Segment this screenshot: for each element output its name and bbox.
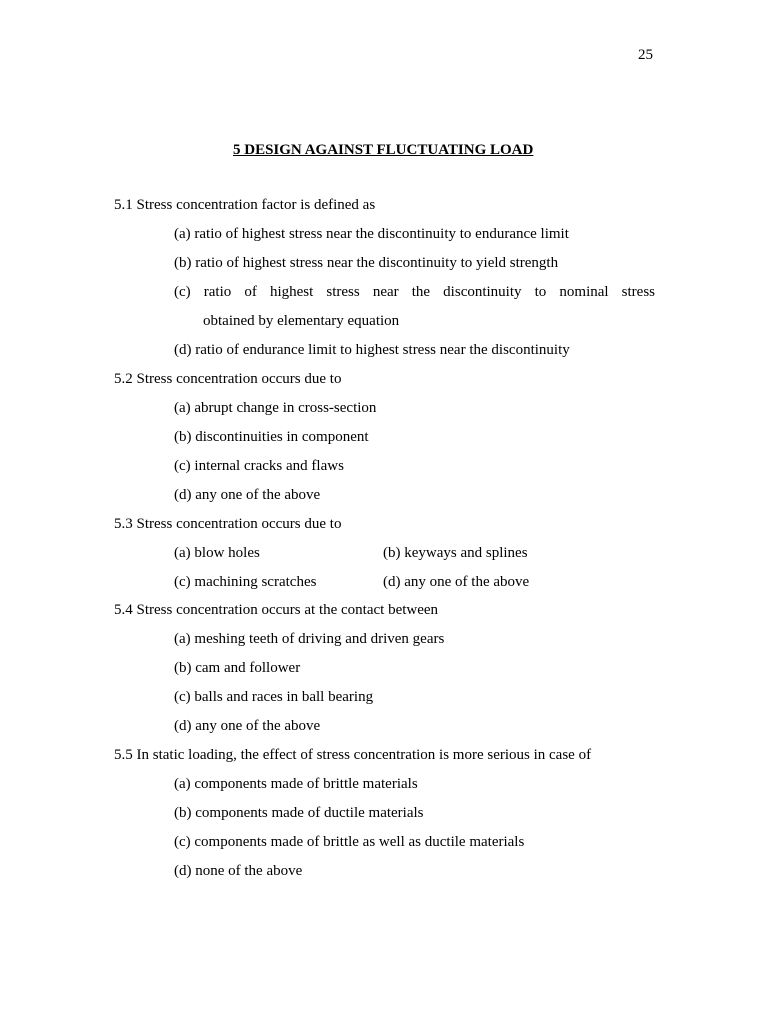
option-d: (d) none of the above	[174, 863, 303, 879]
option-c: (c) internal cracks and flaws	[174, 458, 344, 474]
question-stem: 5.3 Stress concentration occurs due to	[114, 516, 342, 532]
option-c: (c) components made of brittle as well as ductile materials	[174, 834, 525, 850]
option-d: (d) any one of the above	[174, 718, 321, 734]
option-b: (b) discontinuities in component	[174, 429, 369, 445]
option-c-line-1: (c) ratio of highest stress near the discontinuity to nominal stress	[174, 284, 655, 300]
option-d: (d) any one of the above	[174, 487, 321, 503]
option-a: (a) abrupt change in cross-section	[174, 400, 377, 416]
option-b: (b) cam and follower	[174, 660, 301, 676]
option-d: (d) ratio of endurance limit to highest stress near the discontinuity	[174, 342, 570, 358]
option-a: (a) ratio of highest stress near the discontinuity to endurance limit	[174, 226, 569, 242]
option-b: (b) keyways and splines	[383, 545, 528, 561]
question-stem: 5.2 Stress concentration occurs due to	[114, 371, 342, 387]
option-c-line-2: obtained by elementary equation	[203, 313, 400, 329]
option-a: (a) meshing teeth of driving and driven gears	[174, 631, 445, 647]
option-c: (c) machining scratches	[174, 574, 317, 590]
chapter-title: 5 DESIGN AGAINST FLUCTUATING LOAD	[233, 142, 534, 158]
question-stem: 5.4 Stress concentration occurs at the contact between	[114, 602, 439, 618]
option-b: (b) ratio of highest stress near the discontinuity to yield strength	[174, 255, 559, 271]
option-a: (a) blow holes	[174, 545, 260, 561]
page-number: 25	[638, 47, 653, 63]
option-c: (c) balls and races in ball bearing	[174, 689, 374, 705]
option-d: (d) any one of the above	[383, 574, 530, 590]
option-b: (b) components made of ductile materials	[174, 805, 424, 821]
question-stem: 5.5 In static loading, the effect of stress concentration is more serious in case of	[114, 747, 592, 763]
option-a: (a) components made of brittle materials	[174, 776, 418, 792]
question-stem: 5.1 Stress concentration factor is defined as	[114, 197, 376, 213]
